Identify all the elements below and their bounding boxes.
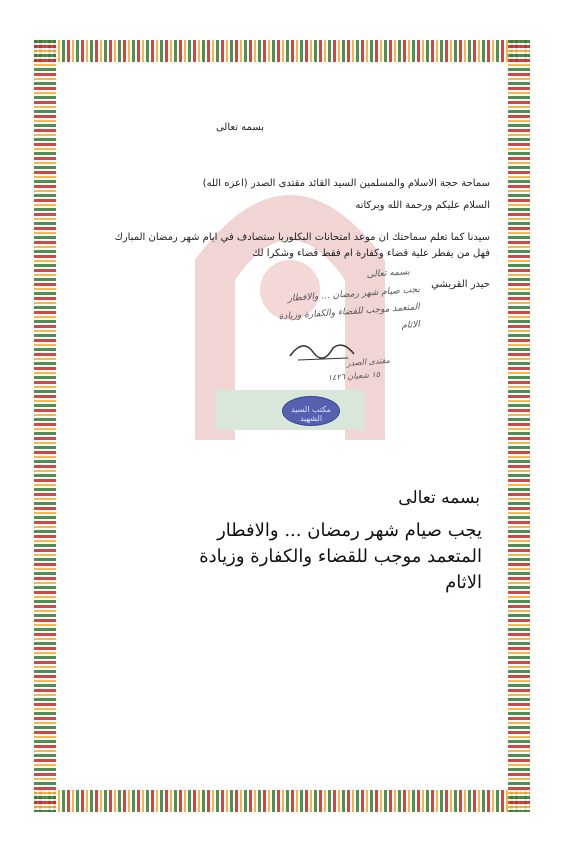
office-seal-stamp bbox=[282, 396, 340, 426]
handwritten-bismi: بسمه تعالى bbox=[366, 267, 411, 281]
letter-question: سيدنا كما تعلم سماحتك ان موعد امتحانات البكلوريا ستصادف في ايام شهر رمضان المبارك فهل من يفطر علية قضاء وكفارة ام فقط قضاء وشكرا لك bbox=[114, 232, 490, 259]
ornamental-border-bottom bbox=[34, 790, 530, 812]
handwritten-line-4: الاثام bbox=[401, 319, 421, 332]
ornamental-border-left bbox=[34, 40, 56, 812]
letter-greeting: السلام عليكم ورحمة الله وبركاته bbox=[355, 200, 490, 211]
handwritten-line-3: المتعمد موجب للقضاء والكفارة وزيادة bbox=[278, 302, 421, 323]
answer-body: يجب صيام شهر رمضان ... والافطار المتعمد موجب للقضاء والكفارة وزيادة الاثام bbox=[199, 520, 482, 593]
signature-name: مقتدى الصدر bbox=[346, 355, 391, 368]
letter-bismi: بسمه تعالى bbox=[215, 122, 265, 133]
ornamental-border-right bbox=[508, 40, 530, 812]
answer-title: بسمه تعالى bbox=[398, 488, 480, 508]
signature-date: ١٥ شعبان ١٤٢٦ bbox=[327, 369, 381, 383]
handwritten-line-2: يجب صيام شهر رمضان ... والافطار bbox=[287, 284, 421, 304]
seal-text: مكتب السيد الشهيد bbox=[291, 405, 331, 423]
letter-sender: حيدر القريشي bbox=[431, 279, 490, 290]
letter-address: سماحة حجة الاسلام والمسلمين السيد القائد مقتدى الصدر (اعزه الله) bbox=[202, 178, 490, 189]
ornamental-border-top bbox=[34, 40, 530, 62]
